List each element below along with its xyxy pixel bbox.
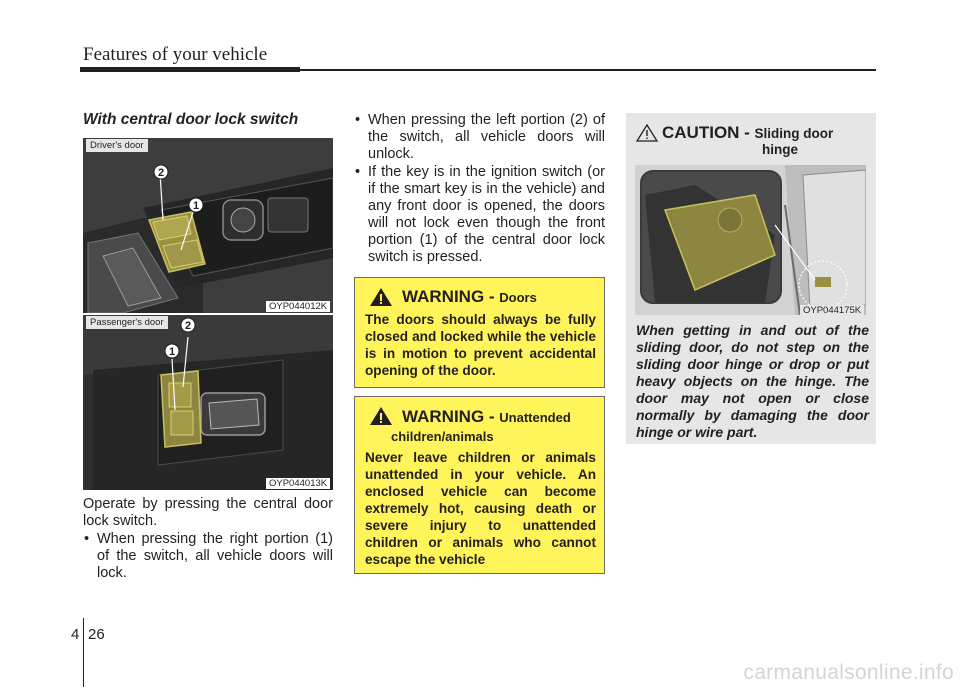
warning-children-title <box>402 407 571 427</box>
caution-triangle-icon <box>636 123 658 143</box>
passenger-door-switch-photo <box>83 315 333 490</box>
sliding-door-hinge-photo <box>635 165 866 315</box>
driver-door-switch-photo <box>83 138 333 313</box>
section-heading: With central door lock switch <box>83 111 299 128</box>
caution-label: CAUTION - <box>662 123 755 142</box>
svg-text:2: 2 <box>184 320 192 332</box>
caution-text: When getting in and out of the sliding door, do not step on the sliding door hinge or drop or put heavy objects on the hinge. The door may not open or close normally by damaging the door hinge or wire part. <box>636 322 869 440</box>
callout-2-driver <box>153 164 169 180</box>
header-rule-thin <box>300 69 876 71</box>
callout-1-driver <box>188 197 204 213</box>
warning-children-subtitle: Unattended <box>499 410 571 425</box>
svg-text:1: 1 <box>192 200 200 212</box>
bullet-left-portion: • When pressing the left portion (2) of the switch, all vehicle doors will unlock. <box>354 112 605 163</box>
warning-doors-label: WARNING - <box>402 287 500 306</box>
sliding-door-hinge-illustration <box>635 165 866 315</box>
warning-doors-subtitle: Doors <box>499 290 537 305</box>
passenger-door-label: Passenger's door <box>86 316 168 329</box>
warning-doors-text: The doors should always be fully closed and locked while the vehicle is in motion to prevent accidental opening of the door. <box>365 312 596 378</box>
header-rule <box>80 67 300 72</box>
hinge-figure-code: OYP044175K <box>800 305 864 316</box>
svg-text:2: 2 <box>157 167 165 179</box>
warning-children-subtitle2: children/animals <box>391 429 494 444</box>
warning-children-label: WARNING - <box>402 407 500 426</box>
caution-title <box>662 123 833 143</box>
footer-page-number: 26 <box>88 626 105 643</box>
callout-2-passenger <box>180 317 196 333</box>
svg-text:1: 1 <box>168 346 176 358</box>
warning-triangle-icon <box>369 406 393 426</box>
bullet-key-ignition: • If the key is in the ignition switch (or if the smart key is in the vehicle) and any front door is opened, the doors will not lock even though the front portion (1) of the central door lock switch is pressed. <box>354 164 605 266</box>
driver-door-label: Driver's door <box>86 139 148 152</box>
driver-figure-code: OYP044012K <box>266 301 330 312</box>
passenger-door-illustration <box>83 315 333 490</box>
warning-doors-title <box>402 287 537 307</box>
warning-triangle-icon <box>369 287 393 307</box>
warning-doors-box <box>354 277 605 388</box>
bullet-right-portion: • When pressing the right portion (1) of the switch, all vehicle doors will lock. <box>83 531 333 582</box>
footer-chapter-number: 4 <box>71 626 80 643</box>
footer-divider <box>83 618 84 687</box>
intro-paragraph: Operate by pressing the central door lock switch. <box>83 496 333 529</box>
passenger-figure-code: OYP044013K <box>266 478 330 489</box>
driver-door-illustration <box>83 138 333 313</box>
warning-children-box <box>354 396 605 574</box>
watermark-text: carmanualsonline.info <box>743 661 954 684</box>
caution-subtitle2: hinge <box>762 142 798 157</box>
page-header-title: Features of your vehicle <box>83 44 268 65</box>
warning-children-text: Never leave children or animals unattended in your vehicle. An enclosed vehicle can become extremely hot, causing death or severe injury to unattended children or animals who cannot escape the vehicle <box>365 450 596 567</box>
caution-subtitle: Sliding door <box>754 126 834 141</box>
callout-1-passenger <box>164 343 180 359</box>
